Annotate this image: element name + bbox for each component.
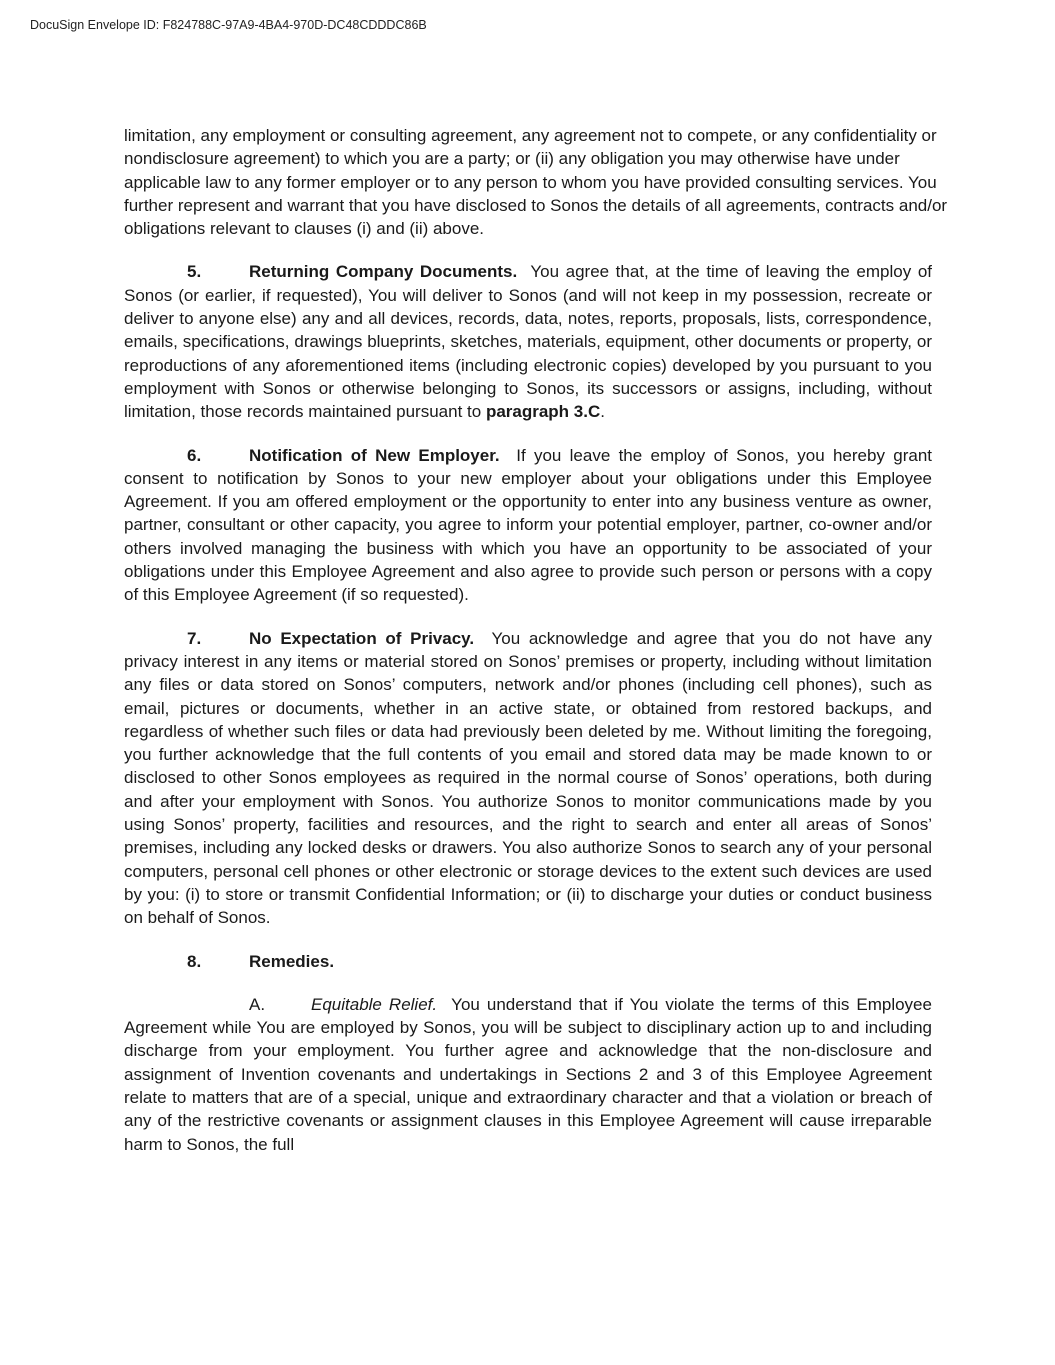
section-7-text: You acknowledge and agree that you do not have any privacy interest in any items or material stored on Sonos’ premises or property, including without limitation any files or data stored on Sonos’ computers, network and/or phones (including cell phones), such as email, pictures or documents, whether in an active state, or obtained from restored backups, and regardless of whether such files or data had previously been deleted by me. Without limiting the foregoing, you further acknowledge that the full contents of you email and stored data may be made known to or disclosed to other Sonos employees as required in the normal course of Sonos’ operations, both during and after your employment with Sonos. You authorize Sonos to monitor communications made by you using Sonos’ property, facilities and resources, and the right to search and enter all areas of Sonos’ premises, including any locked desks or drawers. You also authorize Sonos to search any of your personal computers, personal cell phones or other electronic or storage devices to the extent such devices are used by you: (i) to store or transmit Confidential Information; or (ii) to discharge your duties or conduct business on behalf of Sonos. [124,628,932,928]
section-6 [124,444,932,607]
section-5-number: 5. [187,262,202,282]
section-8 [124,950,932,973]
docusign-envelope-id: DocuSign Envelope ID: F824788C-97A9-4BA4-970D-DC48CDDDC86B [30,18,427,32]
intro-paragraph: limitation, any employment or consulting agreement, any agreement not to compete, or any confidentiality or nondisclosure agreement) to which you are a party; or (ii) any obligation you may otherwise have under applicable law to any former employer or to any person to whom you have provided consulting services. You further represent and warrant that you have disclosed to Sonos the details of all agreements, contracts and/or obligations relevant to clauses (i) and (ii) above. [124,126,948,239]
section-6-text: If you leave the employ of Sonos, you hereby grant consent to notification by Sonos to your new employer about your obligations under this Employee Agreement. If you am offered employment or the opportunity to enter into any business venture as owner, partner, consultant or other capacity, you agree to inform your potential employer, partner, co-owner and/or others involved managing the business with which you have an opportunity to be associated of your obligations under this Employee Agreement and also agree to provide such person or persons with a copy of this Employee Agreement (if so requested). [124,445,933,605]
section-5 [124,260,932,423]
section-8a [124,993,932,1156]
section-5-text: You agree that, at the time of leaving the employ of Sonos (or earlier, if requested), You will deliver to Sonos (and will not keep in my possession, recreate or deliver to anyone else) any and all devices, records, data, notes, reports, proposals, lists, correspondence, emails, specifications, drawings blueprints, sketches, materials, equipment, other documents or property, or reproductions of any aforementioned items (including electronic copies) developed by you pursuant to you employment with Sonos or otherwise belonging to Sonos, its successors or assigns, including, without limitation, those records maintained pursuant to [124,262,932,422]
section-5-end: . [600,402,605,422]
section-7 [124,627,932,930]
section-8a-text: You understand that if You violate the terms of this Employee Agreement while You are employed by Sonos, you will be subject to disciplinary action up to and including discharge from your employment. You further agree and acknowledge that the non-disclosure and assignment of Invention covenants and undertakings in Sections 2 and 3 of this Employee Agreement relate to matters that are of a special, unique and extraordinary character and that a violation or breach of any of the restrictive covenants or assignment clauses in this Employee Agreement will cause irreparable harm to Sonos, the full [124,994,932,1154]
section-8a-number: A. [249,994,266,1014]
section-7-heading: No Expectation of Privacy. [249,628,475,648]
section-6-number: 6. [187,445,202,465]
section-8a-heading: Equitable Relief. [311,994,438,1014]
document-body [124,124,948,1156]
section-8-number: 8. [187,951,202,971]
section-7-number: 7. [187,628,202,648]
section-5-reference: paragraph 3.C [485,402,601,422]
section-6-heading: Notification of New Employer. [249,445,500,465]
section-5-heading: Returning Company Documents. [249,262,518,282]
section-8-heading: Remedies. [249,951,335,971]
